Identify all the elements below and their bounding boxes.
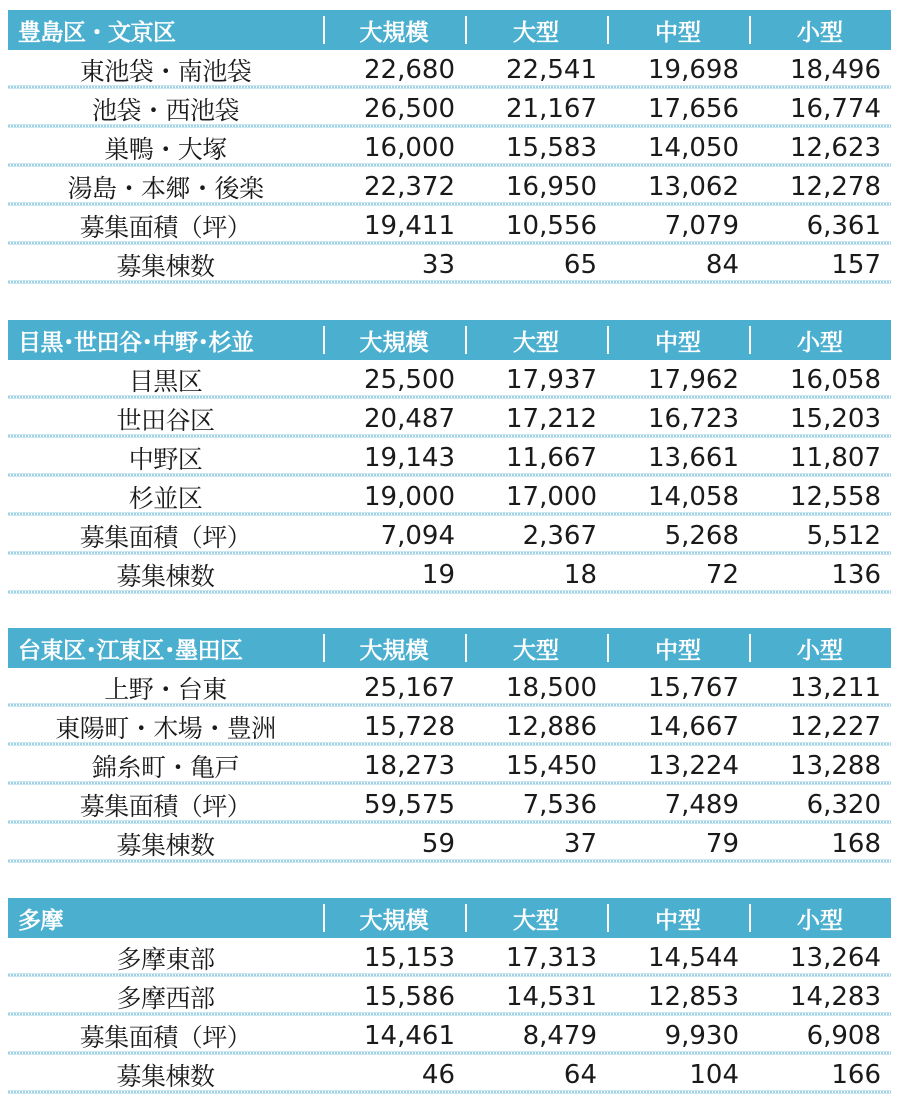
column-label: 大型	[513, 907, 559, 934]
header-separator	[465, 326, 467, 354]
column-header-largest	[323, 898, 465, 938]
value-cell: 17,656	[648, 93, 739, 124]
region-title: 豊島区・文京区	[18, 19, 176, 46]
header-separator	[465, 16, 467, 44]
column-header-largest	[323, 320, 465, 360]
value-cell: 46	[421, 1059, 455, 1090]
value-cell: 14,058	[648, 481, 739, 512]
value-cell: 12,853	[648, 981, 739, 1012]
value-cell: 15,203	[790, 403, 881, 434]
header-separator	[607, 904, 609, 932]
value-cell: 13,264	[790, 942, 881, 973]
column-label: 小型	[797, 907, 843, 934]
column-label: 小型	[797, 19, 843, 46]
header-separator	[323, 634, 325, 662]
column-header-largest	[323, 10, 465, 50]
region-title: 台東区･江東区･墨田区	[18, 637, 243, 664]
section-header	[8, 898, 891, 938]
value-cell: 7,536	[522, 789, 597, 820]
value-cell: 37	[563, 828, 597, 859]
value-cell: 22,372	[364, 171, 455, 202]
column-label: 大規模	[359, 19, 429, 46]
header-separator	[607, 16, 609, 44]
column-header-largest	[323, 628, 465, 668]
value-cell: 15,153	[364, 942, 455, 973]
section-header	[8, 628, 891, 668]
value-cell: 2,367	[522, 520, 597, 551]
value-cell: 15,583	[506, 132, 597, 163]
value-cell: 13,661	[648, 442, 739, 473]
value-cell: 18	[563, 559, 597, 590]
value-cell: 19	[421, 559, 455, 590]
column-header-medium	[607, 10, 749, 50]
value-cell: 21,167	[506, 93, 597, 124]
value-cell: 12,623	[790, 132, 881, 163]
value-cell: 14,667	[648, 711, 739, 742]
value-cell: 18,496	[790, 54, 881, 85]
value-cell: 168	[831, 828, 881, 859]
header-separator	[323, 326, 325, 354]
value-cell: 7,489	[664, 789, 739, 820]
table-row	[8, 50, 891, 89]
value-cell: 17,937	[506, 364, 597, 395]
value-cell: 26,500	[364, 93, 455, 124]
row-label: 東陽町・木場・豊洲	[55, 713, 276, 743]
section-meguro-setagaya-nakano-suginami	[8, 320, 891, 594]
value-cell: 19,000	[364, 481, 455, 512]
header-separator	[607, 326, 609, 354]
value-cell: 16,774	[790, 93, 881, 124]
value-cell: 8,479	[522, 1020, 597, 1051]
column-header-large	[465, 10, 607, 50]
value-cell: 18,273	[364, 750, 455, 781]
value-cell: 15,450	[506, 750, 597, 781]
region-title: 目黒･世田谷･中野･杉並	[18, 329, 254, 356]
header-separator	[465, 634, 467, 662]
column-header-small	[749, 898, 891, 938]
value-cell: 13,224	[648, 750, 739, 781]
section-taito-koto-sumida	[8, 628, 891, 863]
row-label: 募集棟数	[116, 561, 215, 591]
row-label: 上野・台東	[104, 674, 227, 704]
column-label: 中型	[655, 329, 701, 356]
value-cell: 6,908	[806, 1020, 881, 1051]
row-label: 募集面積（坪）	[79, 791, 252, 821]
value-cell: 15,586	[364, 981, 455, 1012]
value-cell: 6,320	[806, 789, 881, 820]
value-cell: 19,698	[648, 54, 739, 85]
row-label: 多摩東部	[116, 944, 215, 974]
value-cell: 20,487	[364, 403, 455, 434]
value-cell: 22,680	[364, 54, 455, 85]
column-label: 小型	[797, 637, 843, 664]
value-cell: 104	[689, 1059, 739, 1090]
row-label: 池袋・西池袋	[91, 95, 239, 125]
value-cell: 14,050	[648, 132, 739, 163]
row-label: 湯島・本郷・後楽	[67, 173, 264, 203]
table-row	[8, 746, 891, 785]
header-separator	[749, 904, 751, 932]
value-cell: 136	[831, 559, 881, 590]
value-cell: 59	[421, 828, 455, 859]
value-cell: 16,950	[506, 171, 597, 202]
value-cell: 10,556	[506, 210, 597, 241]
header-separator	[323, 16, 325, 44]
value-cell: 14,531	[506, 981, 597, 1012]
value-cell: 19,143	[364, 442, 455, 473]
value-cell: 13,288	[790, 750, 881, 781]
value-cell: 5,512	[806, 520, 881, 551]
value-cell: 19,411	[364, 210, 455, 241]
section-tama	[8, 898, 891, 1094]
header-separator	[323, 904, 325, 932]
value-cell: 13,062	[648, 171, 739, 202]
column-label: 大規模	[359, 637, 429, 664]
value-cell: 12,558	[790, 481, 881, 512]
header-separator	[749, 16, 751, 44]
value-cell: 9,930	[664, 1020, 739, 1051]
table-row	[8, 399, 891, 438]
value-cell: 84	[705, 249, 739, 280]
row-label: 目黒区	[128, 366, 203, 396]
value-cell: 11,667	[506, 442, 597, 473]
table-row	[8, 89, 891, 128]
value-cell: 16,058	[790, 364, 881, 395]
value-cell: 13,211	[790, 672, 881, 703]
value-cell: 12,278	[790, 171, 881, 202]
value-cell: 12,886	[506, 711, 597, 742]
column-label: 大型	[513, 19, 559, 46]
column-label: 中型	[655, 907, 701, 934]
column-label: 大型	[513, 329, 559, 356]
value-cell: 17,313	[506, 942, 597, 973]
value-cell: 7,094	[380, 520, 455, 551]
table-row	[8, 824, 891, 863]
row-label: 多摩西部	[116, 983, 215, 1013]
row-label: 募集棟数	[116, 830, 215, 860]
table-row	[8, 1016, 891, 1055]
header-separator	[749, 634, 751, 662]
value-cell: 14,461	[364, 1020, 455, 1051]
value-cell: 25,500	[364, 364, 455, 395]
row-label: 錦糸町・亀戸	[91, 752, 239, 782]
value-cell: 16,723	[648, 403, 739, 434]
column-header-medium	[607, 628, 749, 668]
value-cell: 79	[705, 828, 739, 859]
table-row	[8, 977, 891, 1016]
table-row	[8, 438, 891, 477]
table-row	[8, 206, 891, 245]
row-label: 杉並区	[128, 483, 203, 513]
column-header-small	[749, 628, 891, 668]
column-header-small	[749, 320, 891, 360]
row-label: 募集棟数	[116, 1061, 215, 1091]
value-cell: 12,227	[790, 711, 881, 742]
column-header-medium	[607, 898, 749, 938]
column-label: 小型	[797, 329, 843, 356]
column-label: 大規模	[359, 329, 429, 356]
table-row	[8, 245, 891, 284]
column-label: 大型	[513, 637, 559, 664]
column-label: 中型	[655, 19, 701, 46]
value-cell: 16,000	[364, 132, 455, 163]
column-label: 中型	[655, 637, 701, 664]
table-row	[8, 516, 891, 555]
section-toshima-bunkyo	[8, 10, 891, 284]
value-cell: 33	[421, 249, 455, 280]
value-cell: 14,283	[790, 981, 881, 1012]
value-cell: 6,361	[806, 210, 881, 241]
row-label: 募集面積（坪）	[79, 1022, 252, 1052]
column-header-large	[465, 898, 607, 938]
section-header	[8, 320, 891, 360]
table-row	[8, 360, 891, 399]
region-title: 多摩	[18, 907, 63, 934]
value-cell: 22,541	[506, 54, 597, 85]
value-cell: 7,079	[664, 210, 739, 241]
column-label: 大規模	[359, 907, 429, 934]
table-row	[8, 128, 891, 167]
table-row	[8, 785, 891, 824]
row-label: 募集面積（坪）	[79, 522, 252, 552]
value-cell: 17,212	[506, 403, 597, 434]
value-cell: 59,575	[364, 789, 455, 820]
value-cell: 72	[705, 559, 739, 590]
row-label: 東池袋・南池袋	[79, 56, 252, 86]
value-cell: 157	[831, 249, 881, 280]
value-cell: 15,767	[648, 672, 739, 703]
value-cell: 25,167	[364, 672, 455, 703]
row-label: 中野区	[128, 444, 203, 474]
header-separator	[465, 904, 467, 932]
value-cell: 15,728	[364, 711, 455, 742]
value-cell: 14,544	[648, 942, 739, 973]
table-row	[8, 707, 891, 746]
table-row	[8, 938, 891, 977]
value-cell: 11,807	[790, 442, 881, 473]
table-row	[8, 167, 891, 206]
section-header	[8, 10, 891, 50]
header-separator	[749, 326, 751, 354]
value-cell: 18,500	[506, 672, 597, 703]
value-cell: 17,000	[506, 481, 597, 512]
row-label: 巣鴨・大塚	[104, 134, 227, 164]
value-cell: 166	[831, 1059, 881, 1090]
value-cell: 17,962	[648, 364, 739, 395]
column-header-large	[465, 320, 607, 360]
value-cell: 64	[563, 1059, 597, 1090]
header-separator	[607, 634, 609, 662]
row-label: 募集棟数	[116, 251, 215, 281]
row-label: 世田谷区	[116, 405, 215, 435]
column-header-small	[749, 10, 891, 50]
column-header-large	[465, 628, 607, 668]
table-row	[8, 555, 891, 594]
column-header-medium	[607, 320, 749, 360]
table-row	[8, 668, 891, 707]
value-cell: 65	[563, 249, 597, 280]
table-row	[8, 1055, 891, 1094]
row-label: 募集面積（坪）	[79, 212, 252, 242]
table-row	[8, 477, 891, 516]
value-cell: 5,268	[664, 520, 739, 551]
